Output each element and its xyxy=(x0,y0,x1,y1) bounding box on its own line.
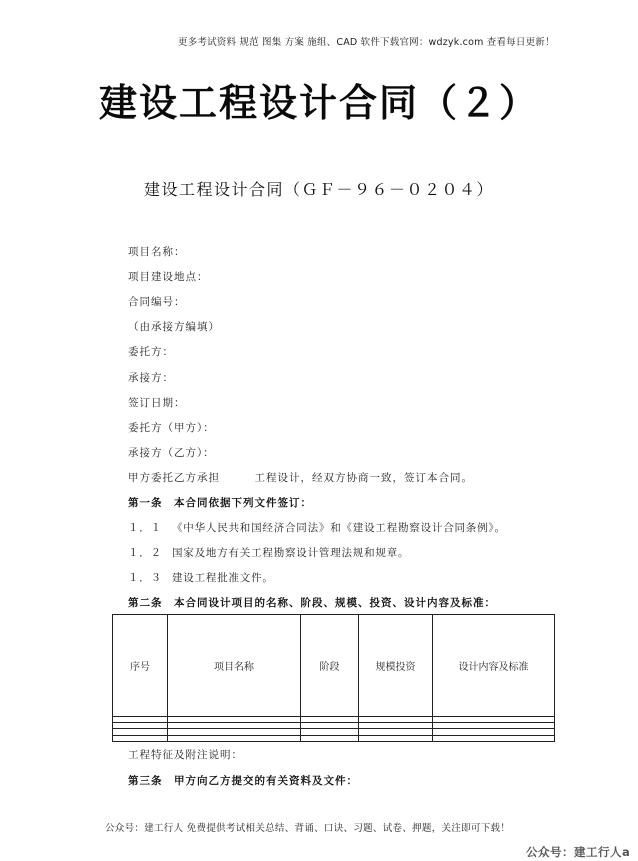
table-row xyxy=(113,735,555,741)
field-contractor: 承接方： xyxy=(128,372,174,384)
article-1-item xyxy=(128,520,506,535)
article-2-heading: 第二条 本合同设计项目的名称、阶段、规模、投资、设计内容及标准： xyxy=(128,597,496,609)
footer-note: 公众号：建工行人 免费提供考试相关总结、背诵、口诀、习题、试卷、押题，关注即可下载！ xyxy=(105,823,511,834)
field-party-a: 委托方（甲方）： xyxy=(128,422,215,434)
article-1-heading: 第一条 本合同依据下列文件签订： xyxy=(128,497,312,509)
design-items-table xyxy=(112,614,555,742)
item-number: １．３ xyxy=(128,572,162,584)
field-party-b: 承接方（乙方）： xyxy=(128,447,215,459)
item-number: １．２ xyxy=(128,547,162,559)
item-text: 国家及地方有关工程勘察设计管理法规和规章。 xyxy=(172,547,410,559)
item-text: 建设工程批准文件。 xyxy=(172,572,274,584)
header-cell-design-content: 设计内容及标准 xyxy=(433,615,555,717)
intro-paragraph: 甲方委托乙方承担 工程设计，经双方协商一致，签订本合同。 xyxy=(128,472,473,484)
header-cell-stage: 阶段 xyxy=(301,615,359,717)
field-contract-number: 合同编号： xyxy=(128,296,186,308)
header-cell-project-name: 项目名称 xyxy=(168,615,301,717)
document-title: 建设工程设计合同（２） xyxy=(98,80,539,125)
header-cell-serial: 序号 xyxy=(113,615,168,717)
article-1-item xyxy=(128,570,274,585)
header-note: 更多考试资料 规范 图集 方案 施组、CAD 软件下载官网：wdzyk.com 查看每日更新！ xyxy=(178,37,555,48)
table-header-row xyxy=(113,615,555,717)
item-number: １．１ xyxy=(128,522,162,534)
field-project-name: 项目名称： xyxy=(128,246,186,258)
document-subtitle: 建设工程设计合同（ＧＦ－９６－０２０４） xyxy=(143,180,494,199)
field-contract-number-note: （由承接方编填） xyxy=(128,321,220,333)
field-signing-date: 签订日期： xyxy=(128,397,186,409)
field-project-location: 项目建设地点： xyxy=(128,271,209,283)
article-3-heading: 第三条 甲方向乙方提交的有关资料及文件： xyxy=(128,775,358,787)
notes-label: 工程特征及附注说明： xyxy=(128,749,243,761)
item-text: 《中华人民共和国经济合同法》和《建设工程勘察设计合同条例》。 xyxy=(172,522,506,534)
watermark: 公众号：建工行人a xyxy=(526,845,631,859)
field-client: 委托方： xyxy=(128,346,174,358)
article-1-item xyxy=(128,545,409,560)
header-cell-scale-investment: 规模投资 xyxy=(359,615,433,717)
